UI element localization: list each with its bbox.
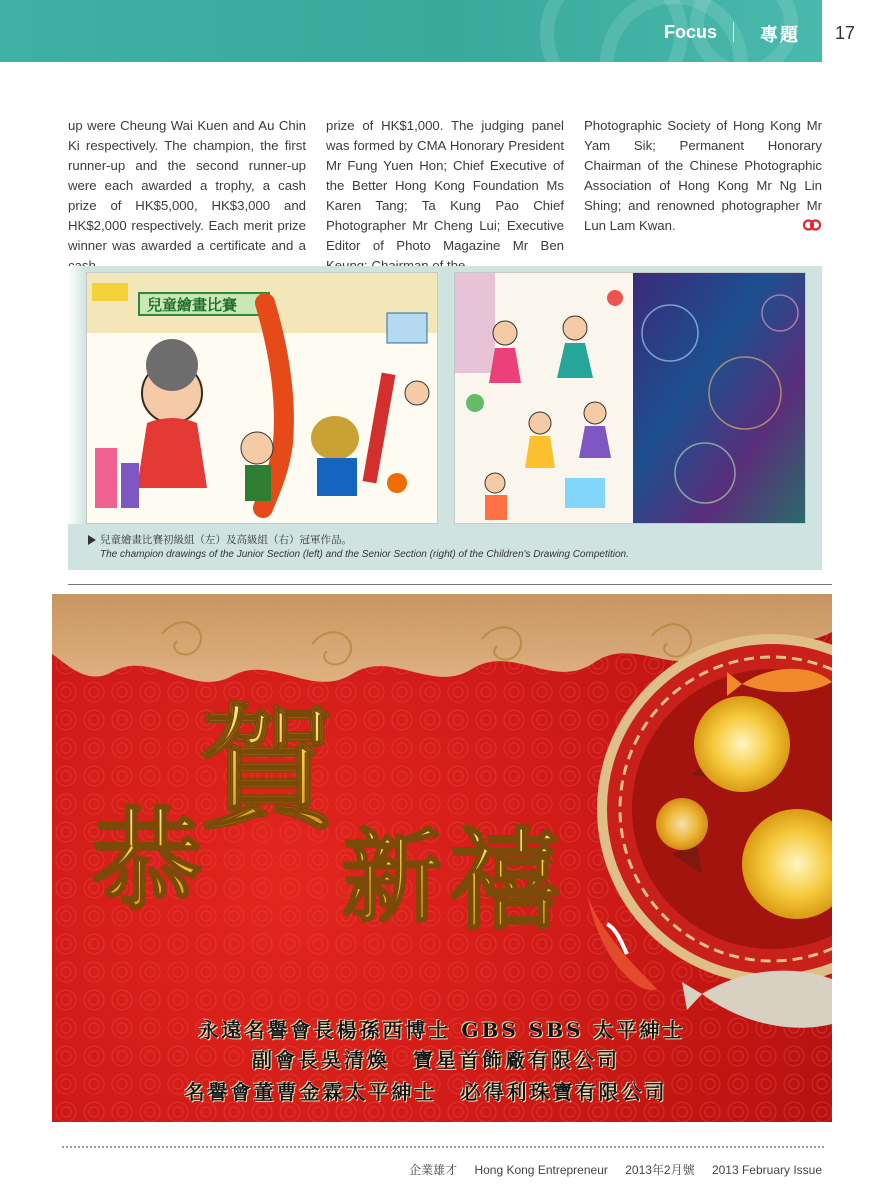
section-title-zh: 專題 (760, 25, 800, 45)
column-text: prize of HK$1,000. The judging panel was formed by CMA Honorary President Mr Fung Yuen Hon; Chief Executive of the Better Hong Kong Foundation Ms Karen Tang; Ta Kung Pao Chief Photographer Mr Cheng Lui; Executive Editor of Photo Magazine Mr Ben (326, 118, 564, 253)
senior-drawing-art (455, 273, 805, 523)
greeting-char-2: 賀 (200, 689, 335, 848)
section-header-band (0, 0, 822, 62)
issue-zh: 2013年2月號 (625, 1163, 695, 1177)
greeting-calligraphy (52, 594, 592, 954)
caption-arrow-icon (88, 535, 96, 545)
article-column-3 (584, 116, 822, 236)
column-text: Photographic Society of Hong Kong Mr Yam Sik; Permanent Honorary Chairman of the Chinese Photographic Association of Hong Kong Mr Ng Lin Shing; and renowned photographer Mr Lun Lam Kwan. (584, 118, 822, 233)
advert-line-1: 永遠名譽會長楊孫西博士 GBS SBS 太平紳士 (198, 1018, 686, 1042)
page-footer (395, 1161, 822, 1178)
article-column-2 (326, 116, 564, 276)
footer-dotted-rule (62, 1146, 824, 1148)
senior-champion-drawing (454, 272, 806, 524)
header-divider (733, 22, 734, 42)
page-number: 17 (835, 23, 856, 43)
greeting-char-1: 恭 (92, 796, 202, 925)
advert-line-3: 名譽會董曹金霖太平紳士 必得利珠寶有限公司 (184, 1080, 668, 1104)
column-text: up were Cheung Wai Kuen and Au Chin Ki respectively. The champion, the first runner-up and the second runner-up were each awarded a trophy, a cash prize of HK$5,000, HK$3,000 and HK$2,000 respectively. Each merit prize winner was awarded a certificate and a (68, 118, 306, 253)
advert-line-2: 副會長吳清煥 寶星首飾廠有限公司 (252, 1048, 620, 1072)
section-divider (68, 584, 832, 585)
greeting-char-4: 禧 (450, 816, 560, 945)
article-column-1 (68, 116, 306, 276)
new-year-advert (52, 594, 832, 1122)
junior-drawing-art (87, 273, 437, 523)
junior-champion-drawing (86, 272, 438, 524)
caption-en: The champion drawings of the Junior Section (left) and the Senior Section (right) of the Children's Drawing Competition. (100, 549, 629, 560)
greeting-char-3: 新 (342, 818, 442, 936)
photo-panel (68, 266, 822, 570)
publication-name-en: Hong Kong Entrepreneur (474, 1163, 608, 1177)
issue-en: 2013 February Issue (711, 1163, 822, 1177)
publication-name-zh: 企業雄才 (409, 1163, 458, 1177)
drawing-banner-text: 兒童繪畫比賽 (147, 296, 238, 314)
caption-zh: 兒童繪畫比賽初級組（左）及高級組（右）冠軍作品。 (100, 534, 352, 546)
section-title-en: Focus (664, 22, 718, 42)
article-end-icon (802, 219, 822, 231)
